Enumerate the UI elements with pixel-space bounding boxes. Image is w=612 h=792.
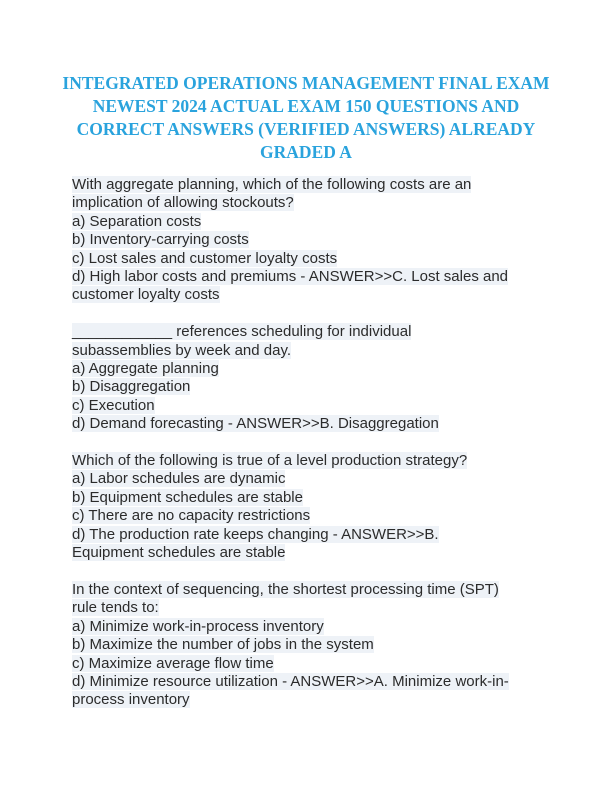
question-line: With aggregate planning, which of the following costs are an <box>72 176 472 193</box>
answer-option: d) Minimize resource utilization - ANSWER>>A. Minimize work-in- <box>72 672 509 690</box>
answer-option: d) The production rate keeps changing - ANSWER>>B. <box>72 525 439 543</box>
question-block-1 <box>72 176 552 305</box>
answer-option: a) Minimize work-in-process inventory <box>72 617 324 635</box>
answer-text: customer loyalty costs <box>72 286 220 304</box>
question-block-4 <box>72 581 552 710</box>
answer-text: Equipment schedules are stable <box>72 544 286 562</box>
answer-option: d) High labor costs and premiums - ANSWER>>C. Lost sales and <box>72 268 509 286</box>
answer-option: b) Disaggregation <box>72 378 191 396</box>
question-line: rule tends to: <box>72 599 159 617</box>
answer-option: b) Maximize the number of jobs in the system <box>72 636 374 654</box>
answer-option: c) Execution <box>72 396 155 414</box>
document-title: INTEGRATED OPERATIONS MANAGEMENT FINAL EXAM NEWEST 2024 ACTUAL EXAM 150 QUESTIONS AND CORRECT ANSWERS (VERIFIED ANSWERS) ALREADY GRADED A <box>62 73 550 162</box>
answer-option: a) Aggregate planning <box>72 360 219 378</box>
answer-option: a) Separation costs <box>72 212 202 230</box>
question-line: In the context of sequencing, the shortest processing time (SPT) <box>72 580 499 598</box>
answer-option: c) Maximize average flow time <box>72 654 274 672</box>
answer-option: c) Lost sales and customer loyalty costs <box>72 249 338 267</box>
answer-text: process inventory <box>72 691 190 709</box>
answer-option: b) Equipment schedules are stable <box>72 488 303 506</box>
question-block-2 <box>72 323 552 433</box>
answer-option: b) Inventory-carrying costs <box>72 231 249 249</box>
question-line: subassemblies by week and day. <box>72 341 292 359</box>
question-line: ____________ references scheduling for individual <box>72 323 412 341</box>
question-line: Which of the following is true of a level production strategy? <box>72 452 468 470</box>
answer-option: c) There are no capacity restrictions <box>72 507 311 525</box>
answer-option: a) Labor schedules are dynamic <box>72 470 286 488</box>
question-line: implication of allowing stockouts? <box>72 194 294 212</box>
answer-option: d) Demand forecasting - ANSWER>>B. Disaggregation <box>72 415 439 433</box>
question-list <box>72 176 552 728</box>
question-block-3 <box>72 452 552 562</box>
